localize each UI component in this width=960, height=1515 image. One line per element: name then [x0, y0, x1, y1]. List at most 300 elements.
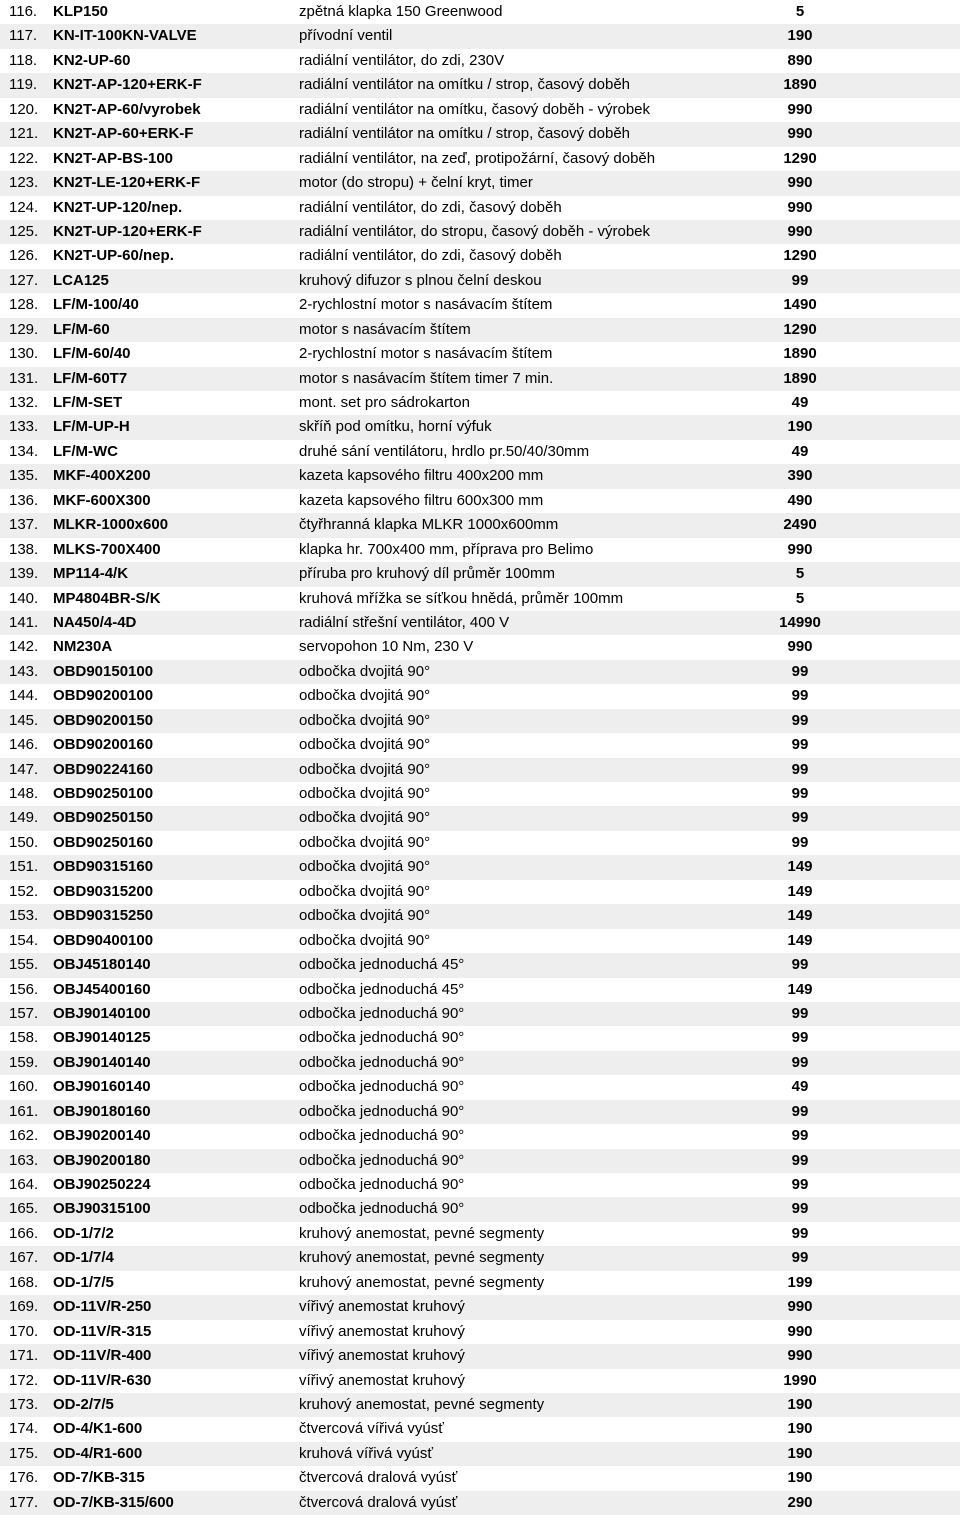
- row-number: 171.: [9, 1347, 39, 1365]
- product-code: LCA125: [53, 271, 109, 289]
- row-number: 123.: [9, 174, 39, 192]
- product-price: 14990: [779, 613, 821, 631]
- product-code: OD-4/R1-600: [53, 1444, 143, 1462]
- product-description: odbočka dvojitá 90°: [299, 931, 431, 949]
- product-code: OBD90315250: [53, 907, 154, 925]
- product-code: OD-2/7/5: [53, 1395, 114, 1413]
- product-price: 99: [791, 1151, 809, 1169]
- product-description: odbočka jednoduchá 90°: [299, 1053, 465, 1071]
- row-number: 125.: [9, 222, 39, 240]
- row-number: 176.: [9, 1469, 39, 1487]
- product-price: 199: [787, 1273, 813, 1291]
- table-row: [0, 269, 960, 293]
- product-price: 190: [787, 1444, 813, 1462]
- row-number: 151.: [9, 858, 39, 876]
- product-description: příruba pro kruhový díl průměr 100mm: [299, 565, 555, 583]
- row-number: 173.: [9, 1395, 39, 1413]
- product-code: LF/M-60: [53, 320, 110, 338]
- product-price: 1490: [783, 296, 817, 314]
- product-code: KN2T-AP-60/vyrobek: [53, 100, 201, 118]
- product-price: 99: [791, 760, 809, 778]
- row-number: 127.: [9, 271, 39, 289]
- product-price: 190: [787, 1420, 813, 1438]
- table-row: [0, 709, 960, 733]
- product-code: MKF-400X200: [53, 467, 151, 485]
- row-number: 128.: [9, 296, 39, 314]
- product-code: LF/M-UP-H: [53, 418, 130, 436]
- product-description: čtvercová dralová vyúsť: [299, 1493, 458, 1511]
- product-code: KN2T-AP-BS-100: [53, 149, 174, 167]
- row-number: 161.: [9, 1102, 39, 1120]
- product-price: 149: [787, 907, 813, 925]
- product-price: 1890: [783, 345, 817, 363]
- row-number: 134.: [9, 442, 39, 460]
- product-description: odbočka jednoduchá 90°: [299, 1127, 465, 1145]
- product-code: OBD90250160: [53, 833, 154, 851]
- product-code: LF/M-WC: [53, 442, 118, 460]
- table-row: [0, 855, 960, 879]
- product-code: KN2T-LE-120+ERK-F: [53, 174, 201, 192]
- product-description: odbočka jednoduchá 45°: [299, 956, 465, 974]
- product-description: druhé sání ventilátoru, hrdlo pr.50/40/30mm: [299, 442, 590, 460]
- table-row: [0, 415, 960, 439]
- row-number: 170.: [9, 1322, 39, 1340]
- product-price: 990: [787, 1298, 813, 1316]
- product-code: OD-1/7/4: [53, 1249, 114, 1267]
- product-description: odbočka dvojitá 90°: [299, 833, 431, 851]
- product-code: KN2-UP-60: [53, 51, 131, 69]
- row-number: 116.: [9, 3, 38, 20]
- product-description: mont. set pro sádrokarton: [299, 394, 470, 411]
- product-description: kruhová mřížka se síťkou hnědá, průměr 100mm: [299, 589, 624, 607]
- product-code: NM230A: [53, 638, 113, 656]
- row-number: 158.: [9, 1029, 39, 1047]
- table-row: [0, 196, 960, 220]
- row-number: 165.: [9, 1200, 39, 1218]
- table-row: [0, 464, 960, 488]
- row-number: 150.: [9, 833, 39, 851]
- product-price: 990: [787, 100, 813, 118]
- table-row: [0, 758, 960, 782]
- product-code: MLKR-1000x600: [53, 516, 169, 534]
- table-row: [0, 49, 960, 73]
- row-number: 152.: [9, 882, 39, 900]
- product-price: 990: [787, 540, 813, 558]
- row-number: 153.: [9, 907, 39, 925]
- product-description: kazeta kapsového filtru 400x200 mm: [299, 467, 544, 485]
- product-code: OBJ90160140: [53, 1078, 151, 1096]
- row-number: 177.: [9, 1493, 39, 1511]
- product-description: radiální ventilátor na omítku / strop, časový doběh: [299, 125, 631, 143]
- table-row: [0, 489, 960, 513]
- row-number: 149.: [9, 809, 39, 827]
- table-row: [0, 1442, 960, 1466]
- product-description: 2-rychlostní motor s nasávacím štítem: [299, 296, 553, 314]
- product-code: OD-11V/R-630: [53, 1371, 152, 1389]
- table-row: [0, 367, 960, 391]
- product-description: kruhová vířivá vyúsť: [299, 1444, 434, 1462]
- product-description: odbočka dvojitá 90°: [299, 687, 431, 705]
- product-price: 49: [791, 394, 809, 411]
- product-description: odbočka dvojitá 90°: [299, 711, 431, 729]
- product-price: 890: [787, 51, 813, 69]
- product-description: odbočka jednoduchá 90°: [299, 1078, 465, 1096]
- table-row: [0, 660, 960, 684]
- product-description: kruhový anemostat, pevné segmenty: [299, 1224, 545, 1242]
- product-price: 990: [787, 198, 813, 216]
- table-row: [0, 1051, 960, 1075]
- product-price: 149: [787, 858, 813, 876]
- product-description: motor s nasávacím štítem: [299, 320, 471, 338]
- product-price: 190: [787, 27, 813, 45]
- table-row: [0, 73, 960, 97]
- product-price: 99: [791, 956, 809, 974]
- table-row: [0, 1149, 960, 1173]
- row-number: 156.: [9, 980, 39, 998]
- product-price: 390: [787, 467, 813, 485]
- product-description: odbočka dvojitá 90°: [299, 760, 431, 778]
- product-code: MKF-600X300: [53, 491, 151, 509]
- table-row: [0, 293, 960, 317]
- product-price: 99: [791, 833, 809, 851]
- product-description: odbočka jednoduchá 90°: [299, 1102, 465, 1120]
- product-description: radiální ventilátor, do zdi, časový doběh: [299, 198, 562, 216]
- product-code: MP4804BR-S/K: [53, 589, 161, 607]
- product-code: KN2T-UP-60/nep.: [53, 247, 174, 265]
- row-number: 166.: [9, 1224, 39, 1242]
- row-number: 136.: [9, 491, 39, 509]
- product-code: OBD90315160: [53, 858, 154, 876]
- product-code: KN2T-UP-120/nep.: [53, 198, 183, 216]
- product-price: 1290: [783, 320, 817, 338]
- row-number: 175.: [9, 1444, 39, 1462]
- product-price: 990: [787, 1322, 813, 1340]
- product-code: KN2T-AP-120+ERK-F: [53, 76, 202, 94]
- table-row: [0, 1222, 960, 1246]
- product-code: KN2T-AP-60+ERK-F: [53, 125, 194, 143]
- product-code: OBD90150100: [53, 662, 154, 680]
- product-price: 99: [791, 1004, 809, 1022]
- row-number: 159.: [9, 1053, 39, 1071]
- product-price: 99: [791, 662, 809, 680]
- product-description: odbočka dvojitá 90°: [299, 785, 431, 802]
- product-description: kruhový anemostat, pevné segmenty: [299, 1249, 545, 1267]
- table-row: [0, 171, 960, 195]
- row-number: 133.: [9, 418, 39, 436]
- product-price: 190: [787, 1469, 813, 1487]
- table-row: [0, 98, 960, 122]
- product-price: 49: [791, 442, 809, 460]
- row-number: 164.: [9, 1176, 39, 1193]
- table-row: [0, 929, 960, 953]
- product-code: LF/M-SET: [53, 394, 123, 411]
- product-price: 190: [787, 418, 813, 436]
- product-description: klapka hr. 700x400 mm, příprava pro Belimo: [299, 540, 594, 558]
- table-row: [0, 953, 960, 977]
- table-row: [0, 904, 960, 928]
- table-row: [0, 1417, 960, 1441]
- table-row: [0, 244, 960, 268]
- table-row: [0, 562, 960, 586]
- product-price: 1290: [783, 149, 817, 167]
- product-price: 990: [787, 638, 813, 656]
- product-code: OBD90250100: [53, 785, 154, 802]
- product-code: OD-1/7/5: [53, 1273, 114, 1291]
- row-number: 160.: [9, 1078, 39, 1096]
- product-price: 1890: [783, 76, 817, 94]
- product-code: OD-11V/R-400: [53, 1347, 152, 1365]
- row-number: 163.: [9, 1151, 39, 1169]
- product-description: radiální střešní ventilátor, 400 V: [299, 613, 510, 631]
- product-description: servopohon 10 Nm, 230 V: [299, 638, 474, 656]
- product-code: OBJ90180160: [53, 1102, 151, 1120]
- product-price: 990: [787, 1347, 813, 1365]
- table-row: [0, 1271, 960, 1295]
- product-price: 1290: [783, 247, 817, 265]
- product-code: OD-7/KB-315: [53, 1469, 145, 1487]
- product-description: odbočka dvojitá 90°: [299, 882, 431, 900]
- product-price: 5: [795, 565, 805, 583]
- table-row: [0, 1026, 960, 1050]
- row-number: 162.: [9, 1127, 39, 1145]
- product-price: 99: [791, 687, 809, 705]
- row-number: 155.: [9, 956, 39, 974]
- row-number: 121.: [9, 125, 39, 143]
- product-description: zpětná klapka 150 Greenwood: [299, 3, 503, 20]
- product-code: OBJ90140140: [53, 1053, 151, 1071]
- row-number: 129.: [9, 320, 39, 338]
- product-code: KN-IT-100KN-VALVE: [53, 27, 197, 45]
- product-description: odbočka jednoduchá 90°: [299, 1029, 465, 1047]
- table-row: [0, 1344, 960, 1368]
- product-code: OBJ45400160: [53, 980, 151, 998]
- table-row: [0, 1197, 960, 1221]
- product-description: radiální ventilátor na omítku / strop, časový doběh: [299, 76, 631, 94]
- product-description: odbočka jednoduchá 90°: [299, 1200, 465, 1218]
- product-code: MLKS-700X400: [53, 540, 161, 558]
- product-description: vířivý anemostat kruhový: [299, 1371, 465, 1389]
- product-price: 99: [791, 1249, 809, 1267]
- product-price: 99: [791, 1200, 809, 1218]
- table-row: [0, 0, 960, 24]
- product-description: čtyřhranná klapka MLKR 1000x600mm: [299, 516, 559, 534]
- product-price: 149: [787, 931, 813, 949]
- row-number: 119.: [9, 76, 38, 94]
- row-number: 154.: [9, 931, 39, 949]
- product-description: skříň pod omítku, horní výfuk: [299, 418, 492, 436]
- product-code: OD-1/7/2: [53, 1224, 114, 1242]
- table-row: [0, 587, 960, 611]
- product-code: OBD90200160: [53, 736, 154, 754]
- row-number: 120.: [9, 100, 39, 118]
- product-code: LF/M-60T7: [53, 369, 128, 387]
- row-number: 135.: [9, 467, 39, 485]
- row-number: 139.: [9, 565, 39, 583]
- product-price: 149: [787, 980, 813, 998]
- product-code: OBD90400100: [53, 931, 154, 949]
- table-row: [0, 611, 960, 635]
- row-number: 118.: [9, 51, 38, 69]
- row-number: 169.: [9, 1298, 39, 1316]
- table-row: [0, 220, 960, 244]
- table-row: [0, 147, 960, 171]
- product-code: OD-11V/R-315: [53, 1322, 152, 1340]
- product-description: přívodní ventil: [299, 27, 393, 45]
- product-code: OD-11V/R-250: [53, 1298, 152, 1316]
- table-row: [0, 1393, 960, 1417]
- product-code: KLP150: [53, 3, 109, 20]
- product-price: 149: [787, 882, 813, 900]
- product-price: 99: [791, 1029, 809, 1047]
- product-code: OBJ45180140: [53, 956, 151, 974]
- product-price: 490: [787, 491, 813, 509]
- table-row: [0, 391, 960, 415]
- product-description: čtvercová dralová vyúsť: [299, 1469, 458, 1487]
- row-number: 124.: [9, 198, 39, 216]
- row-number: 167.: [9, 1249, 39, 1267]
- product-code: OD-7/KB-315/600: [53, 1493, 174, 1511]
- product-price: 99: [791, 809, 809, 827]
- product-price: 99: [791, 1176, 809, 1193]
- product-price: 99: [791, 1102, 809, 1120]
- product-code: LF/M-60/40: [53, 345, 131, 363]
- row-number: 157.: [9, 1004, 39, 1022]
- table-row: [0, 1075, 960, 1099]
- product-description: vířivý anemostat kruhový: [299, 1298, 465, 1316]
- product-price: 99: [791, 711, 809, 729]
- product-description: motor (do stropu) + čelní kryt, timer: [299, 174, 533, 192]
- table-row: [0, 733, 960, 757]
- product-code: OBD90250150: [53, 809, 154, 827]
- product-description: odbočka dvojitá 90°: [299, 907, 431, 925]
- product-code: OBJ90140100: [53, 1004, 151, 1022]
- product-description: vířivý anemostat kruhový: [299, 1322, 465, 1340]
- product-code: OBJ90315100: [53, 1200, 151, 1218]
- product-price: 49: [791, 1078, 809, 1096]
- row-number: 126.: [9, 247, 39, 265]
- row-number: 148.: [9, 785, 39, 802]
- product-description: odbočka jednoduchá 90°: [299, 1004, 465, 1022]
- table-row: [0, 782, 960, 806]
- product-price: 990: [787, 222, 813, 240]
- table-row: [0, 806, 960, 830]
- product-description: kruhový difuzor s plnou čelní deskou: [299, 271, 542, 289]
- table-row: [0, 1173, 960, 1197]
- product-description: odbočka dvojitá 90°: [299, 809, 431, 827]
- product-description: čtvercová vířivá vyúsť: [299, 1420, 444, 1438]
- product-code: OBJ90140125: [53, 1029, 151, 1047]
- table-row: [0, 880, 960, 904]
- row-number: 122.: [9, 149, 39, 167]
- product-price: 99: [791, 785, 809, 802]
- table-row: [0, 1491, 960, 1515]
- product-code: MP114-4/K: [53, 565, 129, 583]
- table-row: [0, 1320, 960, 1344]
- product-price: 99: [791, 1127, 809, 1145]
- product-description: kruhový anemostat, pevné segmenty: [299, 1273, 545, 1291]
- row-number: 131.: [9, 369, 39, 387]
- row-number: 143.: [9, 662, 39, 680]
- product-price: 99: [791, 1224, 809, 1242]
- product-price: 99: [791, 1053, 809, 1071]
- product-description: radiální ventilátor, do zdi, časový doběh: [299, 247, 562, 265]
- product-price: 2490: [783, 516, 817, 534]
- row-number: 141.: [9, 613, 39, 631]
- row-number: 138.: [9, 540, 39, 558]
- product-price: 190: [787, 1395, 813, 1413]
- table-row: [0, 440, 960, 464]
- row-number: 142.: [9, 638, 39, 656]
- table-row: [0, 1124, 960, 1148]
- product-code: OBD90200100: [53, 687, 154, 705]
- row-number: 172.: [9, 1371, 39, 1389]
- row-number: 130.: [9, 345, 39, 363]
- product-description: radiální ventilátor, na zeď, protipožární, časový doběh: [299, 149, 656, 167]
- table-row: [0, 1246, 960, 1270]
- row-number: 140.: [9, 589, 39, 607]
- product-description: radiální ventilátor, do zdi, 230V: [299, 51, 505, 69]
- product-description: kazeta kapsového filtru 600x300 mm: [299, 491, 544, 509]
- product-description: radiální ventilátor na omítku, časový doběh - výrobek: [299, 100, 651, 118]
- product-description: 2-rychlostní motor s nasávacím štítem: [299, 345, 553, 363]
- product-description: odbočka jednoduchá 90°: [299, 1151, 465, 1169]
- product-code: OD-4/K1-600: [53, 1420, 143, 1438]
- product-price: 5: [795, 589, 805, 607]
- row-number: 144.: [9, 687, 39, 705]
- product-code: LF/M-100/40: [53, 296, 139, 314]
- table-row: [0, 1295, 960, 1319]
- product-code: OBD90200150: [53, 711, 154, 729]
- table-row: [0, 831, 960, 855]
- table-row: [0, 342, 960, 366]
- table-row: [0, 24, 960, 48]
- table-row: [0, 538, 960, 562]
- product-price: 99: [791, 271, 809, 289]
- row-number: 174.: [9, 1420, 39, 1438]
- table-row: [0, 684, 960, 708]
- product-description: odbočka jednoduchá 90°: [299, 1176, 465, 1193]
- row-number: 147.: [9, 760, 39, 778]
- product-code: KN2T-UP-120+ERK-F: [53, 222, 202, 240]
- product-description: odbočka dvojitá 90°: [299, 858, 431, 876]
- product-price: 99: [791, 736, 809, 754]
- product-price: 990: [787, 125, 813, 143]
- product-code: OBJ90250224: [53, 1176, 151, 1193]
- table-row: [0, 635, 960, 659]
- product-code: OBJ90200180: [53, 1151, 151, 1169]
- table-row: [0, 978, 960, 1002]
- product-price: 1990: [783, 1371, 817, 1389]
- table-row: [0, 513, 960, 537]
- product-code: OBD90315200: [53, 882, 154, 900]
- product-price: 290: [787, 1493, 813, 1511]
- row-number: 168.: [9, 1273, 39, 1291]
- row-number: 132.: [9, 394, 39, 411]
- table-row: [0, 122, 960, 146]
- product-description: vířivý anemostat kruhový: [299, 1347, 465, 1365]
- product-code: OBJ90200140: [53, 1127, 151, 1145]
- product-price: 1890: [783, 369, 817, 387]
- table-row: [0, 318, 960, 342]
- product-price: 990: [787, 174, 813, 192]
- product-description: motor s nasávacím štítem timer 7 min.: [299, 369, 554, 387]
- product-code: NA450/4-4D: [53, 613, 137, 631]
- table-row: [0, 1100, 960, 1124]
- table-row: [0, 1369, 960, 1393]
- product-description: kruhový anemostat, pevné segmenty: [299, 1395, 545, 1413]
- row-number: 145.: [9, 711, 39, 729]
- row-number: 117.: [9, 27, 38, 45]
